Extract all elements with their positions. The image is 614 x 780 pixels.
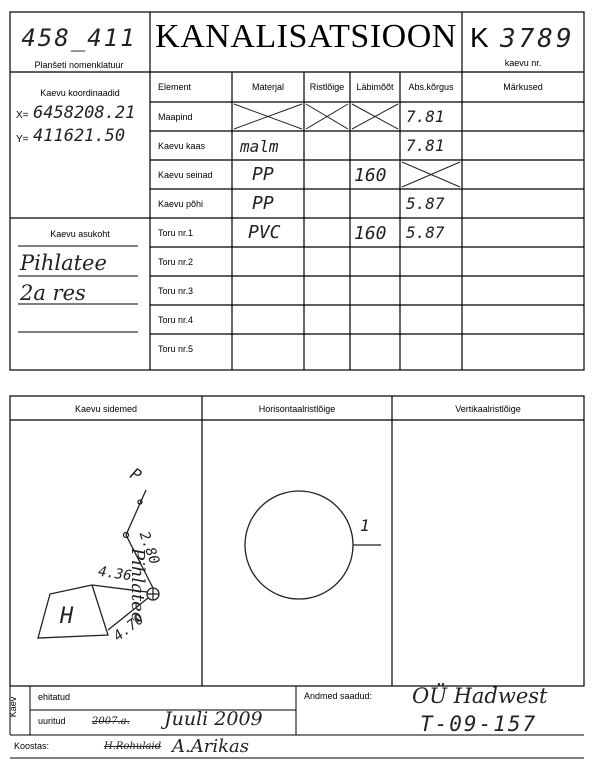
table-row-element: Toru nr.5 xyxy=(158,344,194,354)
sketch-street-label: Pihlatee xyxy=(127,548,148,623)
table-cell-materjal: PP xyxy=(252,164,274,185)
compiled-old-value: H.Rohulaid xyxy=(104,741,162,752)
horizontal-section-drawing xyxy=(245,491,381,599)
table-row-element: Toru nr.1 xyxy=(158,228,194,238)
coordinate-x-label: X= xyxy=(16,110,29,121)
horizontal-pipe-label: 1 xyxy=(360,516,370,535)
sheet-caption: Planšeti nomenklatuur xyxy=(34,60,124,70)
sketch-dimension-1: 4.36 xyxy=(97,563,133,585)
table-cell-abs: 5.87 xyxy=(406,223,445,242)
table-cell-materjal: PVC xyxy=(248,222,281,243)
table-row-element: Toru nr.3 xyxy=(158,286,194,296)
surveyed-label: uuritud xyxy=(38,716,66,726)
coordinate-y-label: Y= xyxy=(16,134,29,145)
compiled-label: Koostas: xyxy=(14,741,50,751)
sketch-marker-label: P xyxy=(126,463,145,486)
column-header-materjal: Materjal xyxy=(251,82,284,92)
table-row-element: Kaevu põhi xyxy=(158,199,204,209)
sheet-code: 458_411 xyxy=(21,24,137,52)
table-row-element: Toru nr.4 xyxy=(158,315,194,325)
table-row-element: Toru nr.2 xyxy=(158,257,194,267)
ties-section-title: Kaevu sidemed xyxy=(74,404,138,414)
footer-side-label: Kaev xyxy=(8,696,18,718)
data-source-label: Andmed saadud: xyxy=(304,691,373,701)
table-row-element: Kaevu kaas xyxy=(158,141,206,151)
surveyed-new-value: Juuli 2009 xyxy=(164,708,263,730)
table-cell-labimoot: 160 xyxy=(354,165,387,186)
sketch-dimension-3: 2.80 xyxy=(135,529,163,567)
column-header-ristloige: Ristlõige xyxy=(309,82,345,92)
table-row-element: Maapind xyxy=(158,112,193,122)
column-header-markused: Märkused xyxy=(503,82,543,92)
column-header-abs-korgus: Abs.kõrgus xyxy=(408,82,454,92)
table-row-element: Kaevu seinad xyxy=(158,170,213,180)
surveyed-old-value: 2007.a. xyxy=(92,716,130,727)
page-title: KANALISATSIOON xyxy=(155,18,457,55)
horizontal-section-title: Horisontaalristlõige xyxy=(258,404,336,414)
table-cell-abs: 5.87 xyxy=(406,194,445,213)
location-line2: 2a res xyxy=(20,281,86,305)
data-source-value-1: OÜ Hadwest xyxy=(412,684,548,708)
coordinate-x-value: 6458208.21 xyxy=(33,103,136,123)
column-header-labimoot: Läbimõõt xyxy=(356,82,394,92)
sketch-dimension-2: 4.70 xyxy=(110,611,148,645)
lower-form-border xyxy=(10,396,584,686)
vertical-section-title: Vertikaalristlõige xyxy=(455,404,521,414)
sketch-house-label: H xyxy=(60,604,74,629)
table-cell-abs: 7.81 xyxy=(406,107,445,126)
location-title: Kaevu asukoht xyxy=(50,229,110,239)
location-line1: Pihlatee xyxy=(20,251,107,275)
well-caption: kaevu nr. xyxy=(504,58,542,68)
well-prefix: K xyxy=(470,22,489,53)
built-label: ehitatud xyxy=(38,692,71,702)
table-cell-abs: 7.81 xyxy=(406,136,445,155)
table-cell-materjal: malm xyxy=(240,137,279,156)
compiled-new-value: A.Arikas xyxy=(172,736,249,757)
data-source-value-2: T-09-157 xyxy=(420,712,538,736)
well-number: 3789 xyxy=(500,24,575,54)
column-header-element: Element xyxy=(158,82,192,92)
table-cell-labimoot: 160 xyxy=(354,223,387,244)
coordinate-y-value: 411621.50 xyxy=(33,126,126,146)
coordinates-title: Kaevu koordinaadid xyxy=(40,88,120,98)
table-cell-materjal: PP xyxy=(252,193,274,214)
